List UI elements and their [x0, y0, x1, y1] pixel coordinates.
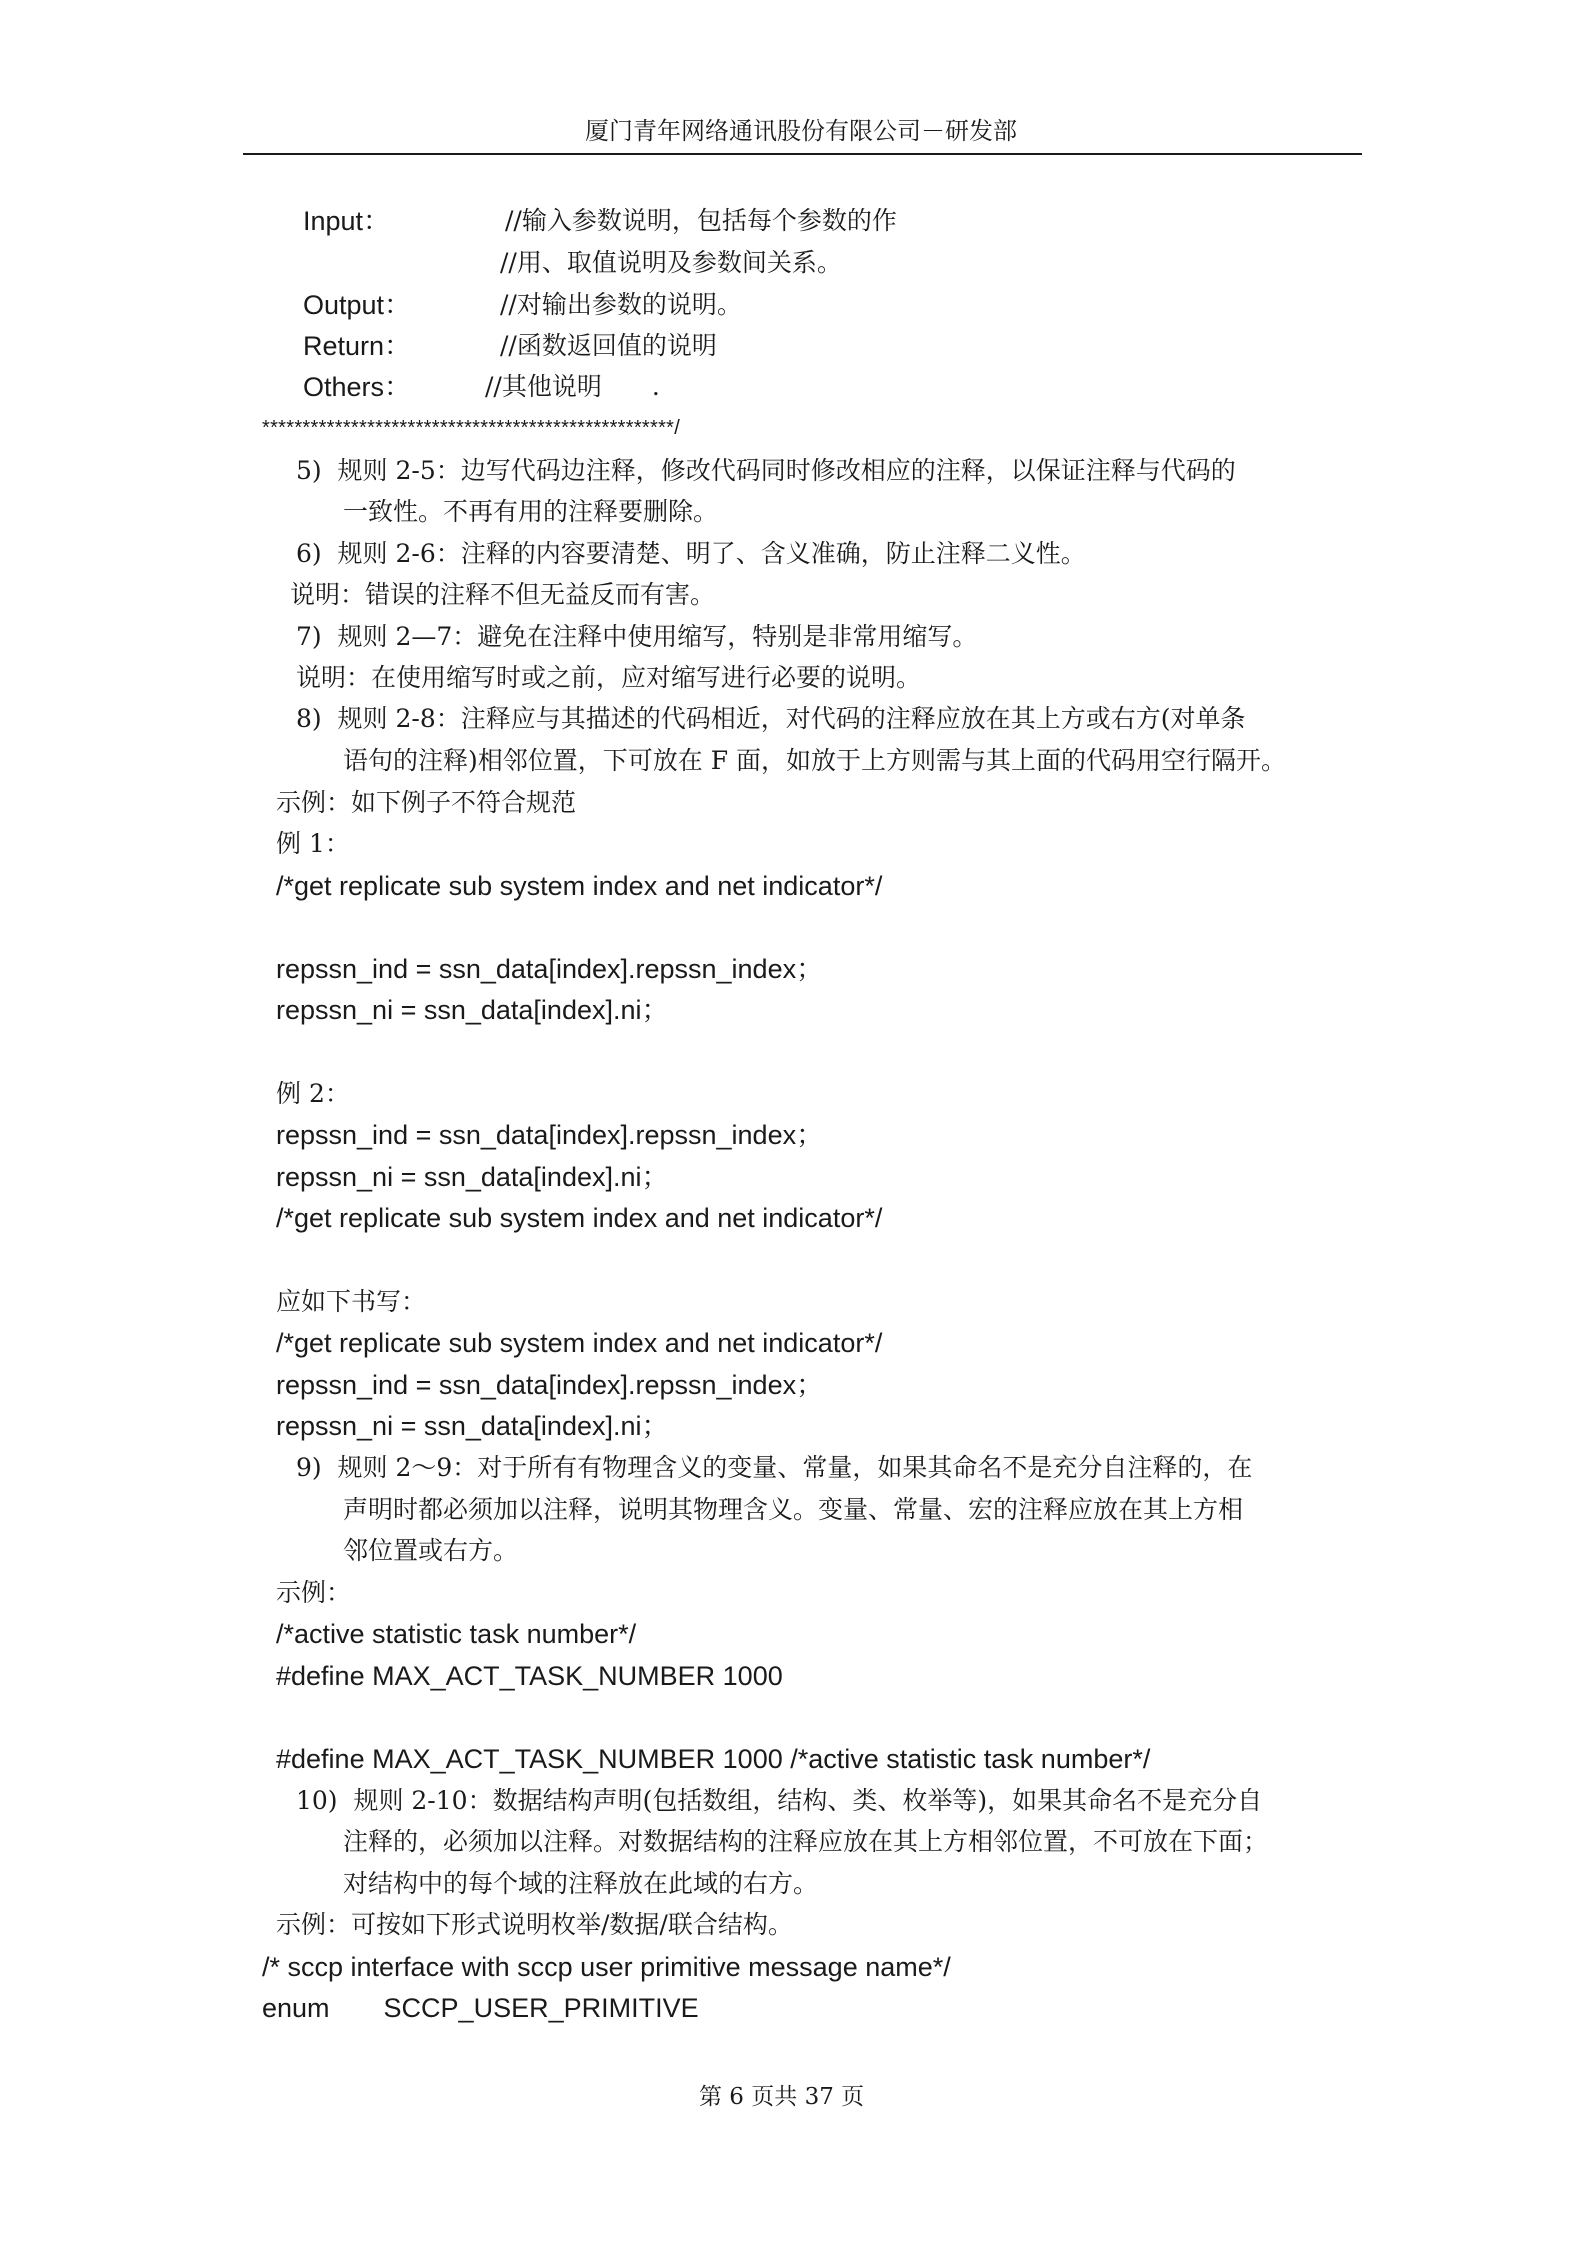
param-desc: //函数返回值的说明: [500, 331, 717, 360]
example-label: 示例：: [276, 1578, 352, 1607]
example-1-label: 例 1：: [276, 829, 350, 858]
code-line: repssn_ni = ssn_data[index].ni；: [276, 995, 669, 1025]
rule-2-10-cont: 注释的，必须加以注释。对数据结构的注释应放在其上方相邻位置，不可放在下面；: [343, 1827, 1269, 1856]
note-text: 说明：在使用缩写时或之前，应对缩写进行必要的说明。: [296, 663, 922, 692]
rule-2-5: 5) 规则 2-5：边写代码边注释，修改代码同时修改相应的注释，以保证注释与代码的: [296, 456, 1236, 485]
rule-2-9-cont: 邻位置或右方。: [343, 1536, 519, 1565]
rule-2-6: 6) 规则 2-6：注释的内容要清楚、明了、含义准确，防止注释二义性。: [296, 539, 1086, 568]
correct-form-label: 应如下书写：: [276, 1287, 427, 1316]
code-line: /*active statistic task number*/: [276, 1619, 637, 1649]
rule-2-9: 9) 规则 2～9：对于所有有物理含义的变量、常量，如果其命名不是充分自注释的，在: [296, 1453, 1253, 1482]
rule-2-7: 7) 规则 2—7：避免在注释中使用缩写，特别是非常用缩写。: [296, 622, 978, 651]
rule-2-10: 10) 规则 2-10：数据结构声明(包括数组，结构、类、枚举等)，如果其命名不是充分自: [296, 1786, 1263, 1815]
param-name: Others：: [303, 372, 412, 402]
code-line: /*get replicate sub system index and net indicator*/: [276, 871, 883, 901]
example-label: 示例：如下例子不符合规范: [276, 788, 577, 817]
code-line: /*get replicate sub system index and net indicator*/: [276, 1203, 883, 1233]
example-label: 示例：可按如下形式说明枚举/数据/联合结构。: [276, 1910, 793, 1939]
code-line: repssn_ind = ssn_data[index].repssn_index；: [276, 1120, 824, 1150]
example-2-label: 例 2：: [276, 1079, 350, 1108]
param-name: Output：: [303, 290, 412, 320]
code-line: repssn_ind = ssn_data[index].repssn_index；: [276, 1370, 824, 1400]
code-line: /*get replicate sub system index and net indicator*/: [276, 1328, 883, 1358]
code-line: enum SCCP_USER_PRIMITIVE: [262, 1993, 699, 2023]
code-line: repssn_ni = ssn_data[index].ni；: [276, 1162, 669, 1192]
comment-border-line: ***************************************************/: [262, 417, 681, 439]
param-desc: //其他说明 .: [485, 372, 660, 401]
code-line: #define MAX_ACT_TASK_NUMBER 1000 /*active statistic task number*/: [276, 1744, 1151, 1774]
code-line: /* sccp interface with sccp user primitive message name*/: [262, 1952, 951, 1982]
param-desc: //输入参数说明，包括每个参数的作: [505, 206, 897, 235]
page-header-title: 厦门青年网络通讯股份有限公司－研发部: [585, 117, 1017, 145]
note-text: 说明：错误的注释不但无益反而有害。: [290, 580, 716, 609]
rule-2-5-cont: 一致性。不再有用的注释要删除。: [343, 497, 719, 526]
rule-2-10-cont: 对结构中的每个域的注释放在此域的右方。: [343, 1869, 819, 1898]
page-footer: 第 6 页共 37 页: [699, 2084, 865, 2110]
param-desc: //用、取值说明及参数间关系。: [500, 248, 842, 277]
code-line: repssn_ni = ssn_data[index].ni；: [276, 1411, 669, 1441]
rule-2-9-cont: 声明时都必须加以注释，说明其物理含义。变量、常量、宏的注释应放在其上方相: [343, 1495, 1244, 1524]
rule-2-8-cont: 语句的注释)相邻位置，下可放在 F 面，如放于上方则需与其上面的代码用空行隔开。: [343, 746, 1286, 775]
param-name: Return：: [303, 331, 412, 361]
param-name: Input：: [303, 206, 391, 236]
header-rule: [243, 153, 1362, 155]
param-desc: //对输出参数的说明。: [500, 290, 742, 319]
rule-2-8: 8) 规则 2-8：注释应与其描述的代码相近，对代码的注释应放在其上方或右方(对单条: [296, 704, 1246, 733]
code-line: #define MAX_ACT_TASK_NUMBER 1000: [276, 1661, 783, 1691]
code-line: repssn_ind = ssn_data[index].repssn_index；: [276, 954, 824, 984]
